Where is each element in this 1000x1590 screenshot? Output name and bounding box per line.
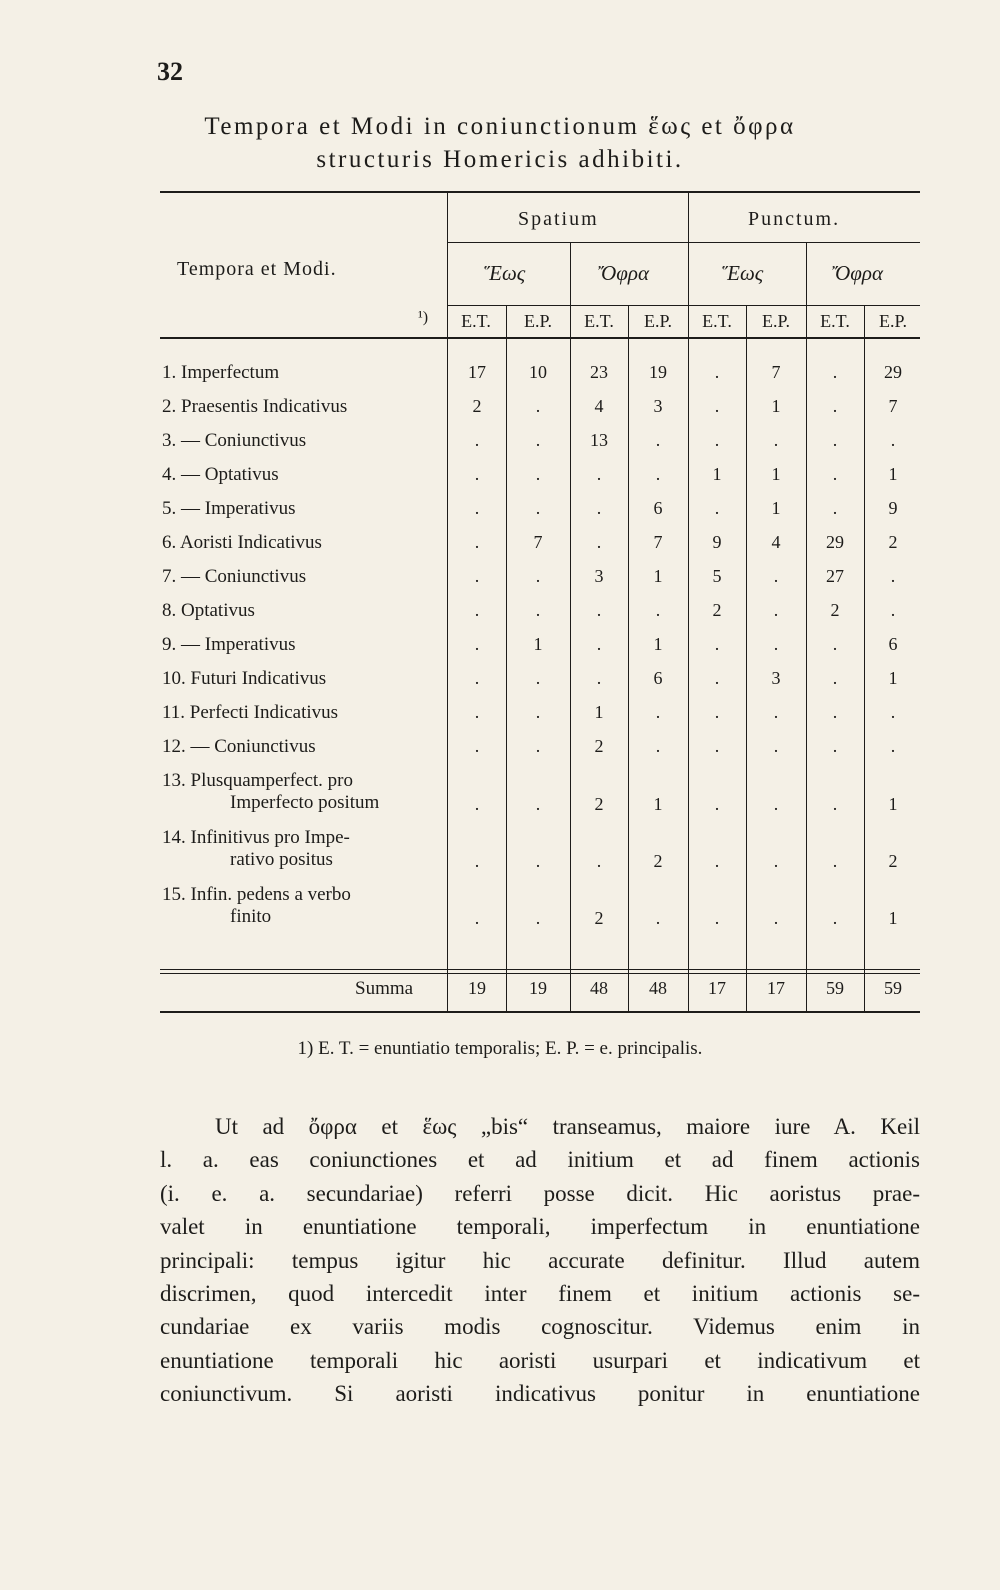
table-cell: 1 [888,908,898,928]
table-cell: . [773,634,779,654]
table-cell: . [596,532,602,552]
table-cell: 1 [653,634,663,654]
table-cell: 2 [594,794,604,814]
group-header-rule [447,242,920,243]
table-cell: . [714,396,720,416]
subgroup-header-rule [447,305,920,306]
table-cell: . [832,908,838,928]
row-label-text: 5. — Imperativus [162,498,296,519]
table-cell: . [832,736,838,756]
table-cell: . [596,851,602,871]
table-cell: 2 [830,600,840,620]
row-label [162,362,279,384]
col-header: E.P. [878,311,907,331]
table-cell: 3 [771,668,781,688]
table-cell: 7 [653,532,663,552]
table-cell: . [535,668,541,688]
table-cell: . [474,908,480,928]
row-label-text: 12. — Coniunctivus [162,736,316,757]
table-cell: 7 [771,362,781,382]
table-cell: . [773,851,779,871]
table-cell: . [474,498,480,518]
table-cell: 6 [888,634,898,654]
table-cell: . [714,634,720,654]
table-cell: 1 [594,702,604,722]
table-cell: . [714,362,720,382]
table-cell: . [832,430,838,450]
table-cell: . [773,702,779,722]
table-cell: . [535,464,541,484]
table-cell: . [714,430,720,450]
table-title-line-1: Tempora et Modi in coniunctionum ἕως et ὄφρα [204,113,796,140]
summa-cell: 19 [468,978,486,998]
table-cell: 2 [888,532,898,552]
row-label [162,827,350,871]
table-cell: 7 [533,532,543,552]
table-cell: . [535,851,541,871]
table-cell: . [474,634,480,654]
table-title-line-2: structuris Homericis adhibiti. [316,146,684,173]
table-cell: . [474,668,480,688]
table-cell: 27 [826,566,844,586]
summa-cell: 59 [826,978,844,998]
table-cell: . [655,464,661,484]
table-cell: 6 [653,498,663,518]
row-label [162,634,296,656]
row-label [162,532,322,554]
table-cell: 5 [712,566,722,586]
footnote: 1) E. T. = enuntiatio temporalis; E. P. = e. principalis. [297,1038,703,1059]
table-cell: . [655,600,661,620]
col-divider [570,242,571,1011]
table-cell: 29 [826,532,844,552]
table-cell: . [596,464,602,484]
paragraph-line: coniunctivum. Si aoristi indicativus ponitur in enuntiatione [160,1381,920,1407]
table-cell: . [832,794,838,814]
row-label [162,600,255,622]
table-cell: 17 [468,362,486,382]
table-cell: . [832,668,838,688]
table-cell: . [535,736,541,756]
table-cell: . [596,634,602,654]
col-header: E.T. [702,311,732,331]
table-cell: . [655,736,661,756]
table-cell: . [832,362,838,382]
table-cell: . [474,702,480,722]
table-cell: . [832,634,838,654]
table-cell: . [596,600,602,620]
table-cell: . [596,668,602,688]
paragraph-line: principali: tempus igitur hic accurate definitur. Illud autem [160,1247,920,1273]
table-cell: . [474,430,480,450]
paragraph-line: (i. e. a. secundariae) referri posse dicit. Hic aoristus prae- [160,1180,920,1206]
table-cell: 9 [712,532,722,552]
table-cell: . [474,736,480,756]
col-header: E.T. [461,311,491,331]
table-cell: . [832,851,838,871]
row-label [162,430,306,452]
summa-cell: 48 [649,978,667,998]
table-cell: 4 [771,532,781,552]
row-label-text: 8. Optativus [162,600,255,621]
paragraph-line: valet in enuntiatione temporali, imperfectum in enuntiatione [160,1214,920,1240]
paragraph-line: discrimen, quod intercedit inter finem et initium actionis se- [160,1281,920,1307]
summa-cell: 17 [767,978,785,998]
table-cell: . [655,908,661,928]
col-divider [746,305,747,1011]
row-label [162,464,279,486]
table-cell: . [832,464,838,484]
table-cell: . [714,908,720,928]
col-header: E.P. [761,311,790,331]
table-cell: . [535,430,541,450]
col-header: E.P. [643,311,672,331]
table-cell: . [714,736,720,756]
table-cell: . [474,464,480,484]
row-label-text: 4. — Optativus [162,464,279,485]
paragraph-line: enuntiatione temporali hic aoristi usurpari et indicativum et [160,1347,920,1373]
header-spatium: Spatium [518,208,599,230]
row-label-text: 10. Futuri Indicativus [162,668,327,689]
table-bottom-rule [160,1011,920,1013]
table-cell: 1 [888,794,898,814]
row-label-text: 9. — Imperativus [162,634,296,655]
table-cell: 13 [590,430,608,450]
row-label [162,668,326,690]
header-punctum: Punctum. [748,208,841,230]
table-top-rule [160,191,920,193]
table-cell: 10 [529,362,547,382]
row-label [162,498,296,520]
row-label-continuation: Imperfecto positum [230,792,380,813]
table-cell: . [596,498,602,518]
table-cell: . [655,430,661,450]
paragraph-line: cundariae ex variis modis cognoscitur. Videmus enim in [160,1314,920,1340]
table-cell: 1 [888,464,898,484]
paragraph-line: l. a. eas coniunctiones et ad initium et ad finem actionis [160,1147,920,1173]
table-cell: . [474,600,480,620]
table-cell: . [773,908,779,928]
table-cell: 2 [472,396,482,416]
table-cell: . [474,851,480,871]
table-cell: 9 [888,498,898,518]
col-divider [688,193,689,1011]
table-cell: 1 [533,634,543,654]
table-cell: 1 [771,464,781,484]
summa-cell: 19 [529,978,547,998]
table-cell: 29 [884,362,902,382]
row-label-text: 13. Plusquamperfect. pro [162,770,354,791]
table-cell: . [535,794,541,814]
row-label [162,736,316,758]
table-cell: . [474,794,480,814]
table-cell: . [773,736,779,756]
table-cell: . [890,430,896,450]
table-cell: . [832,498,838,518]
header-ophra-spatium: Ὄφρα [598,261,649,285]
table-cell: 6 [653,668,663,688]
table-cell: 1 [771,498,781,518]
table-cell: . [890,566,896,586]
col-divider [506,305,507,1011]
paragraph-line: Ut ad ὄφρα et ἕως „bis“ transeamus, maiore iure A. Keil [215,1114,920,1139]
col-divider [447,193,448,1011]
table-cell: 1 [771,396,781,416]
col-header: E.T. [584,311,614,331]
table-cell: . [832,396,838,416]
col-divider [628,305,629,1011]
body-paragraph [160,1110,920,1411]
col-divider [806,242,807,1011]
table-cell: . [535,396,541,416]
row-label-text: 6. Aoristi Indicativus [162,532,322,553]
table-cell: . [890,736,896,756]
table-cell: 19 [649,362,667,382]
table-cell: . [474,566,480,586]
table-cell: 3 [653,396,663,416]
table-cell: 23 [590,362,608,382]
row-label [162,396,347,418]
table-cell: 2 [594,736,604,756]
row-label-text: 14. Infinitivus pro Impe- [162,827,350,848]
table-cell: 1 [653,794,663,814]
table-cell: . [714,794,720,814]
table-cell: . [714,851,720,871]
row-label-text: 7. — Coniunctivus [162,566,307,587]
table-cell: . [714,702,720,722]
table-cell: . [535,600,541,620]
table-cell: 2 [594,908,604,928]
page-number: 32 [157,57,183,86]
row-label [162,884,351,928]
row-label [162,566,306,588]
row-label-text: 11. Perfecti Indicativus [162,702,339,723]
header-tempora-label: Tempora et Modi. [177,258,337,280]
col-header: E.P. [523,311,552,331]
table-cell: 7 [888,396,898,416]
header-heos-punctum: Ἕως [722,261,764,285]
table-cell: . [773,430,779,450]
summa-label: Summa [355,978,414,999]
table-cell: 1 [888,668,898,688]
summa-cell: 59 [884,978,902,998]
table-cell: . [655,702,661,722]
table-cell: . [535,908,541,928]
header-ophra-punctum: Ὄφρα [832,261,883,285]
table-cell: . [535,566,541,586]
col-divider [864,305,865,1011]
row-label-text: 1. Imperfectum [162,362,280,383]
row-label-continuation: finito [230,906,272,927]
table-cell: 2 [712,600,722,620]
table-cell: . [535,498,541,518]
row-label-text: 2. Praesentis Indicativus [162,396,348,417]
table-cell: . [890,702,896,722]
row-label [162,770,379,814]
table-cell: . [714,668,720,688]
table-cell: 1 [653,566,663,586]
summa-cell: 48 [590,978,608,998]
col-header: E.T. [820,311,850,331]
table-cell: . [714,498,720,518]
row-label [162,702,338,724]
table-cell: 1 [712,464,722,484]
header-heos-spatium: Ἕως [484,261,526,285]
summa-cell: 17 [708,978,726,998]
table-cell: . [773,794,779,814]
table-cell: . [535,702,541,722]
table-cell: . [773,566,779,586]
table-cell: 3 [594,566,604,586]
row-label-text: 3. — Coniunctivus [162,430,307,451]
table-cell: 2 [653,851,663,871]
row-label-continuation: rativo positus [230,849,333,870]
table-cell: . [890,600,896,620]
row-label-text: 15. Infin. pedens a verbo [162,884,351,905]
header-footnote-mark: ¹) [418,309,429,326]
table-cell: . [474,532,480,552]
table-cell: . [773,600,779,620]
table-cell: 2 [888,851,898,871]
table-cell: . [832,702,838,722]
table-cell: 4 [594,396,604,416]
